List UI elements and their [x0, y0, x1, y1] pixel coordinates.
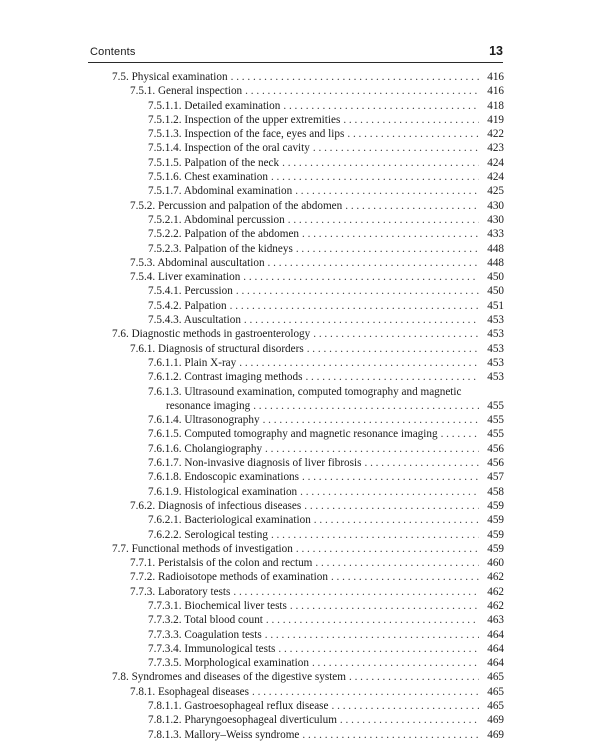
toc-entry-page: 448 [487, 256, 504, 269]
toc-leader-dots [243, 270, 479, 284]
toc-entry-title: 7.8.1.2. Pharyngoesophageal diverticulum [148, 714, 337, 727]
toc-entry-page: 465 [487, 671, 504, 684]
toc-entry-title: 7.5.2.1. Abdominal percussion [148, 213, 285, 226]
toc-entry-page: 422 [487, 128, 504, 141]
toc-leader-dots [282, 156, 479, 170]
toc-entry [88, 613, 504, 627]
toc-leader-dots [271, 528, 479, 542]
toc-entry-title: 7.6.1.2. Contrast imaging methods [148, 371, 303, 384]
toc-entry-page: 416 [487, 71, 504, 83]
toc-entry-title: 7.5.4. Liver examination [130, 271, 241, 284]
toc-entry-title: 7.6.1.7. Non-invasive diagnosis of liver fibrosis [148, 457, 362, 470]
toc-entry [88, 399, 504, 413]
toc-entry-page: 459 [487, 499, 504, 512]
toc-entry-title: 7.5.3. Abdominal auscultation [130, 256, 265, 269]
toc-leader-dots [349, 670, 479, 684]
toc-leader-dots [441, 427, 479, 441]
toc-entry-page: 464 [487, 628, 504, 641]
toc-leader-dots [364, 456, 479, 470]
toc-entry-page: 455 [487, 428, 504, 441]
toc-entry-title: 7.6.1.9. Histological examination [148, 485, 298, 498]
toc-entry-title: 7.5.2.3. Palpation of the kidneys [148, 242, 293, 255]
running-head [88, 44, 503, 63]
toc-entry-page: 463 [487, 614, 504, 627]
toc-entry-title: 7.8.1. Esophageal diseases [130, 685, 249, 698]
toc-entry-title: 7.5.1.1. Detailed examination [148, 99, 281, 112]
toc-leader-dots [340, 713, 479, 727]
toc-leader-dots [302, 728, 479, 742]
toc-leader-dots [233, 585, 479, 599]
toc-entry-title: 7.5.1.7. Abdominal examination [148, 185, 293, 198]
toc-leader-dots [332, 699, 480, 713]
toc-entry-page: 430 [487, 213, 504, 226]
toc-leader-dots [307, 342, 479, 356]
toc-entry-page: 469 [487, 728, 504, 741]
toc-entry-title: 7.7.3. Laboratory tests [130, 585, 231, 598]
toc-entry [88, 556, 504, 570]
toc-entry [88, 499, 504, 513]
toc-entry-title: 7.5.1.4. Inspection of the oral cavity [148, 142, 310, 155]
toc-entry-title: 7.5. Physical examination [112, 71, 228, 83]
toc-entry [88, 99, 504, 113]
toc-entry-title: 7.6.2. Diagnosis of infectious diseases [130, 499, 302, 512]
toc-leader-dots [315, 556, 479, 570]
toc-entry [88, 528, 504, 542]
toc-entry-page: 464 [487, 642, 504, 655]
toc-entry [88, 542, 504, 556]
toc-entry-page: 459 [487, 514, 504, 527]
toc-entry-title: 7.5.2. Percussion and palpation of the abdomen [130, 199, 343, 212]
toc-entry-title: 7.5.4.2. Palpation [148, 299, 227, 312]
toc-entry [88, 670, 504, 684]
toc-leader-dots [314, 513, 479, 527]
toc-entry [88, 84, 504, 98]
toc-entry [88, 370, 504, 384]
toc-leader-dots [345, 199, 479, 213]
toc-leader-dots [268, 256, 479, 270]
toc-entry-page: 464 [487, 657, 504, 670]
toc-entry-page: 453 [487, 314, 504, 327]
toc-leader-dots [302, 470, 479, 484]
toc-leader-dots [231, 70, 479, 84]
toc-entry-title: 7.6.1.6. Cholangiography [148, 442, 263, 455]
toc-entry-title: 7.8.1.1. Gastroesophageal reflux disease [148, 700, 329, 713]
toc-entry-title: 7.5.1.2. Inspection of the upper extremities [148, 113, 341, 126]
toc-entry-page: 433 [487, 228, 504, 241]
toc-leader-dots [236, 284, 479, 298]
toc-entry [88, 256, 504, 270]
toc-entry-page: 451 [487, 299, 504, 312]
toc-entry-title: 7.7.3.5. Morphological examination [148, 657, 309, 670]
toc-entry [88, 427, 504, 441]
toc-leader-dots [263, 413, 479, 427]
toc-entry [88, 385, 504, 399]
toc-entry-page: 423 [487, 142, 504, 155]
toc-entry-title: 7.8. Syndromes and diseases of the digestive system [112, 671, 346, 684]
toc-leader-dots [239, 356, 479, 370]
toc-entry [88, 485, 504, 499]
toc-entry-page: 424 [487, 156, 504, 169]
toc-entry [88, 170, 504, 184]
toc-entry-title: 7.5.4.1. Percussion [148, 285, 233, 298]
toc-entry-page: 418 [487, 99, 504, 112]
toc-leader-dots [347, 127, 479, 141]
toc-entry [88, 356, 504, 370]
toc-entry-title: 7.6.2.1. Bacteriological examination [148, 514, 311, 527]
toc-entry-title: 7.6.1.8. Endoscopic examinations [148, 471, 300, 484]
toc-entry-title: 7.8.1.3. Mallory–Weiss syndrome [148, 728, 300, 741]
toc-entry [88, 642, 504, 656]
toc-leader-dots [244, 313, 479, 327]
toc-entry-page: 453 [487, 371, 504, 384]
toc-entry [88, 342, 504, 356]
toc-leader-dots [313, 327, 479, 341]
toc-entry-title: 7.6.1.3. Ultrasound examination, computed tomography and magnetic [148, 385, 462, 398]
toc-entry [88, 413, 504, 427]
toc-entry [88, 70, 504, 84]
toc-entry-page: 455 [487, 414, 504, 427]
toc-leader-dots [331, 570, 479, 584]
toc-entry-page: 419 [487, 113, 504, 126]
toc-entry-page: 462 [487, 585, 504, 598]
toc-entry-page: 457 [487, 471, 504, 484]
toc-entry-page: 459 [487, 528, 504, 541]
toc-leader-dots [288, 213, 479, 227]
toc-leader-dots [305, 370, 479, 384]
toc-entry-title: 7.7. Functional methods of investigation [112, 542, 293, 555]
toc-entry-page: 465 [487, 700, 504, 713]
toc-entry-page: 456 [487, 442, 504, 455]
toc-entry [88, 470, 504, 484]
toc-entry-title: resonance imaging [166, 399, 251, 412]
toc-leader-dots [296, 242, 479, 256]
toc-leader-dots [271, 170, 479, 184]
toc-entry-title: 7.5.1.6. Chest examination [148, 171, 268, 184]
toc-leader-dots [265, 442, 479, 456]
running-head-title: Contents [90, 46, 136, 58]
toc-entry-title: 7.7.3.2. Total blood count [148, 614, 263, 627]
toc-entry-title: 7.6.1. Diagnosis of structural disorders [130, 342, 304, 355]
toc-entry-title: 7.6. Diagnostic methods in gastroenterology [112, 328, 311, 341]
toc-leader-dots [304, 499, 479, 513]
toc-leader-dots [266, 613, 479, 627]
toc-entry [88, 184, 504, 198]
toc-entry [88, 585, 504, 599]
toc-entry-page: 448 [487, 242, 504, 255]
toc-entry-title: 7.6.1.4. Ultrasonography [148, 414, 260, 427]
toc-entry-page: 458 [487, 485, 504, 498]
toc-leader-dots [245, 84, 479, 98]
toc-entry-title: 7.7.3.1. Biochemical liver tests [148, 599, 287, 612]
toc-entry [88, 570, 504, 584]
toc-entry-title: 7.6.1.5. Computed tomography and magnetic resonance imaging [148, 428, 438, 441]
toc-entry [88, 699, 504, 713]
toc-entry-title: 7.6.2.2. Serological testing [148, 528, 268, 541]
toc-entry [88, 270, 504, 284]
toc-entry-title: 7.7.2. Radioisotope methods of examination [130, 571, 328, 584]
toc-entry-page: 453 [487, 342, 504, 355]
toc-entry [88, 284, 504, 298]
toc-entry [88, 213, 504, 227]
toc-leader-dots [265, 628, 479, 642]
toc-entry-title: 7.5.4.3. Auscultation [148, 314, 241, 327]
toc-entry-title: 7.7.3.3. Coagulation tests [148, 628, 262, 641]
toc-entry [88, 199, 504, 213]
toc-leader-dots [296, 542, 479, 556]
toc-entry [88, 685, 504, 699]
toc-entry-page: 450 [487, 285, 504, 298]
toc-entry-page: 469 [487, 714, 504, 727]
toc-entry [88, 313, 504, 327]
toc-entry [88, 127, 504, 141]
toc-leader-dots [290, 599, 479, 613]
toc-entry [88, 628, 504, 642]
toc-entry [88, 656, 504, 670]
toc-entry [88, 728, 504, 742]
toc-entry-title: 7.7.1. Peristalsis of the colon and rectum [130, 557, 313, 570]
toc-entry-title: 7.5.1. General inspection [130, 85, 243, 98]
toc-entry-page: 450 [487, 271, 504, 284]
toc-entry-page: 459 [487, 542, 504, 555]
toc-entry [88, 456, 504, 470]
toc-entry [88, 327, 504, 341]
toc-entry [88, 299, 504, 313]
toc-entry [88, 442, 504, 456]
toc-leader-dots [313, 141, 479, 155]
toc-entry-page: 416 [487, 85, 504, 98]
toc-leader-dots [283, 99, 479, 113]
toc-entry-page: 424 [487, 171, 504, 184]
toc-entry [88, 713, 504, 727]
toc-entry-page: 462 [487, 571, 504, 584]
toc-entry-page: 425 [487, 185, 504, 198]
toc-leader-dots [230, 299, 479, 313]
toc-entry [88, 227, 504, 241]
toc-entry [88, 113, 504, 127]
toc-entry-page: 430 [487, 199, 504, 212]
toc-entry [88, 242, 504, 256]
toc-entry-title: 7.6.1.1. Plain X-ray [148, 356, 237, 369]
toc-entry-title: 7.7.3.4. Immunological tests [148, 642, 276, 655]
toc-leader-dots [302, 227, 479, 241]
toc-entry [88, 141, 504, 155]
toc-entry [88, 513, 504, 527]
toc-leader-dots [295, 184, 479, 198]
toc-leader-dots [343, 113, 479, 127]
toc-entry [88, 599, 504, 613]
toc-leader-dots [278, 642, 479, 656]
toc-entry-page: 460 [487, 557, 504, 570]
toc-leader-dots [253, 399, 479, 413]
toc-entry-title: 7.5.1.3. Inspection of the face, eyes and lips [148, 128, 345, 141]
toc-entry-page: 455 [487, 399, 504, 412]
toc-entry-page: 462 [487, 599, 504, 612]
toc-leader-dots [252, 685, 479, 699]
toc-entry-title: 7.5.2.2. Palpation of the abdomen [148, 228, 300, 241]
table-of-contents [88, 70, 504, 742]
toc-entry-page: 453 [487, 356, 504, 369]
toc-entry-page: 456 [487, 457, 504, 470]
toc-entry [88, 156, 504, 170]
toc-entry-page: 465 [487, 685, 504, 698]
toc-leader-dots [300, 485, 479, 499]
toc-leader-dots [312, 656, 479, 670]
page-number: 13 [489, 44, 503, 58]
toc-entry-title: 7.5.1.5. Palpation of the neck [148, 156, 280, 169]
toc-entry-page: 453 [487, 328, 504, 341]
